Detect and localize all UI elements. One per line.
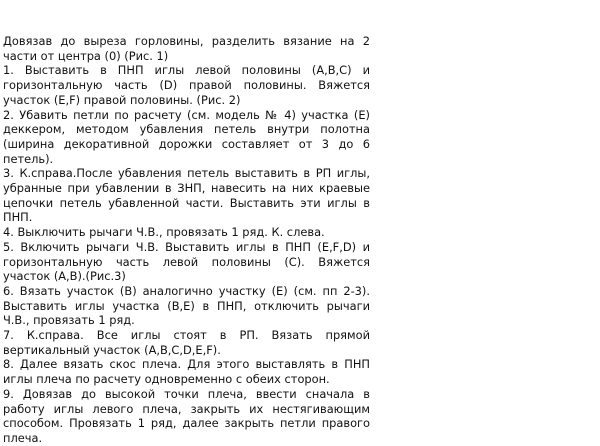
paragraph-step-4: 4. Выключить рычаги Ч.В., провязать 1 ряд. К. слева. — [3, 225, 325, 240]
paragraph-step-7: 7. К.справа. Все иглы стоят в РП. Вязать прямой вертикальный участок (A,B,C,D,E,F). — [3, 328, 370, 357]
paragraph-step-6: 6. Вязать участок (B) аналогично участку (E) (см. пп 2-3). Выставить иглы участка (B,E) в ПНП, отключить рычаги Ч.В., провязать 1 ряд. — [3, 283, 370, 328]
paragraph-step-1: 1. Выставить в ПНП иглы левой половины (A,B,C) и горизонтальную часть (D) правой половины. Вяжется участок (E,F) правой половины. (Рис. 2) — [3, 63, 370, 107]
paragraph-intro: Довязав до выреза горловины, разделить вязание на 2 части от центра (0) (Рис. 1) — [3, 34, 370, 63]
paragraph-step-3: 3. К.справа.После убавления петель выставить в РП иглы, убранные при убавлении в ЗНП, навесить на них краевые цепочки петель убавленной части. Выставить эти иглы в ПНП. — [3, 166, 370, 225]
paragraph-step-5: 5. Включить рычаги Ч.В. Выставить иглы в ПНП (E,F,D) и горизонтальную часть левой половины (C). Вяжется участок (A,B).(Рис.3) — [3, 239, 370, 284]
instruction-text — [3, 34, 370, 446]
paragraph-step-9: 9. Довязав до высокой точки плеча, ввести сначала в работу иглы левого плеча, закрыть их нестягивающим способом. Провязать 1 ряд, далее закрыть петли правого плеча. — [3, 386, 370, 445]
paragraph-step-2: 2. Убавить петли по расчету (см. модель № 4) участка (E) деккером, методом убавления петель внутри полотна (ширина декоративной дорожки составляет от 3 до 6 петель). — [3, 107, 370, 166]
paragraph-step-8: 8. Далее вязать скос плеча. Для этого выставлять в ПНП иглы плеча по расчету одновременно с обеих сторон. — [3, 357, 370, 387]
